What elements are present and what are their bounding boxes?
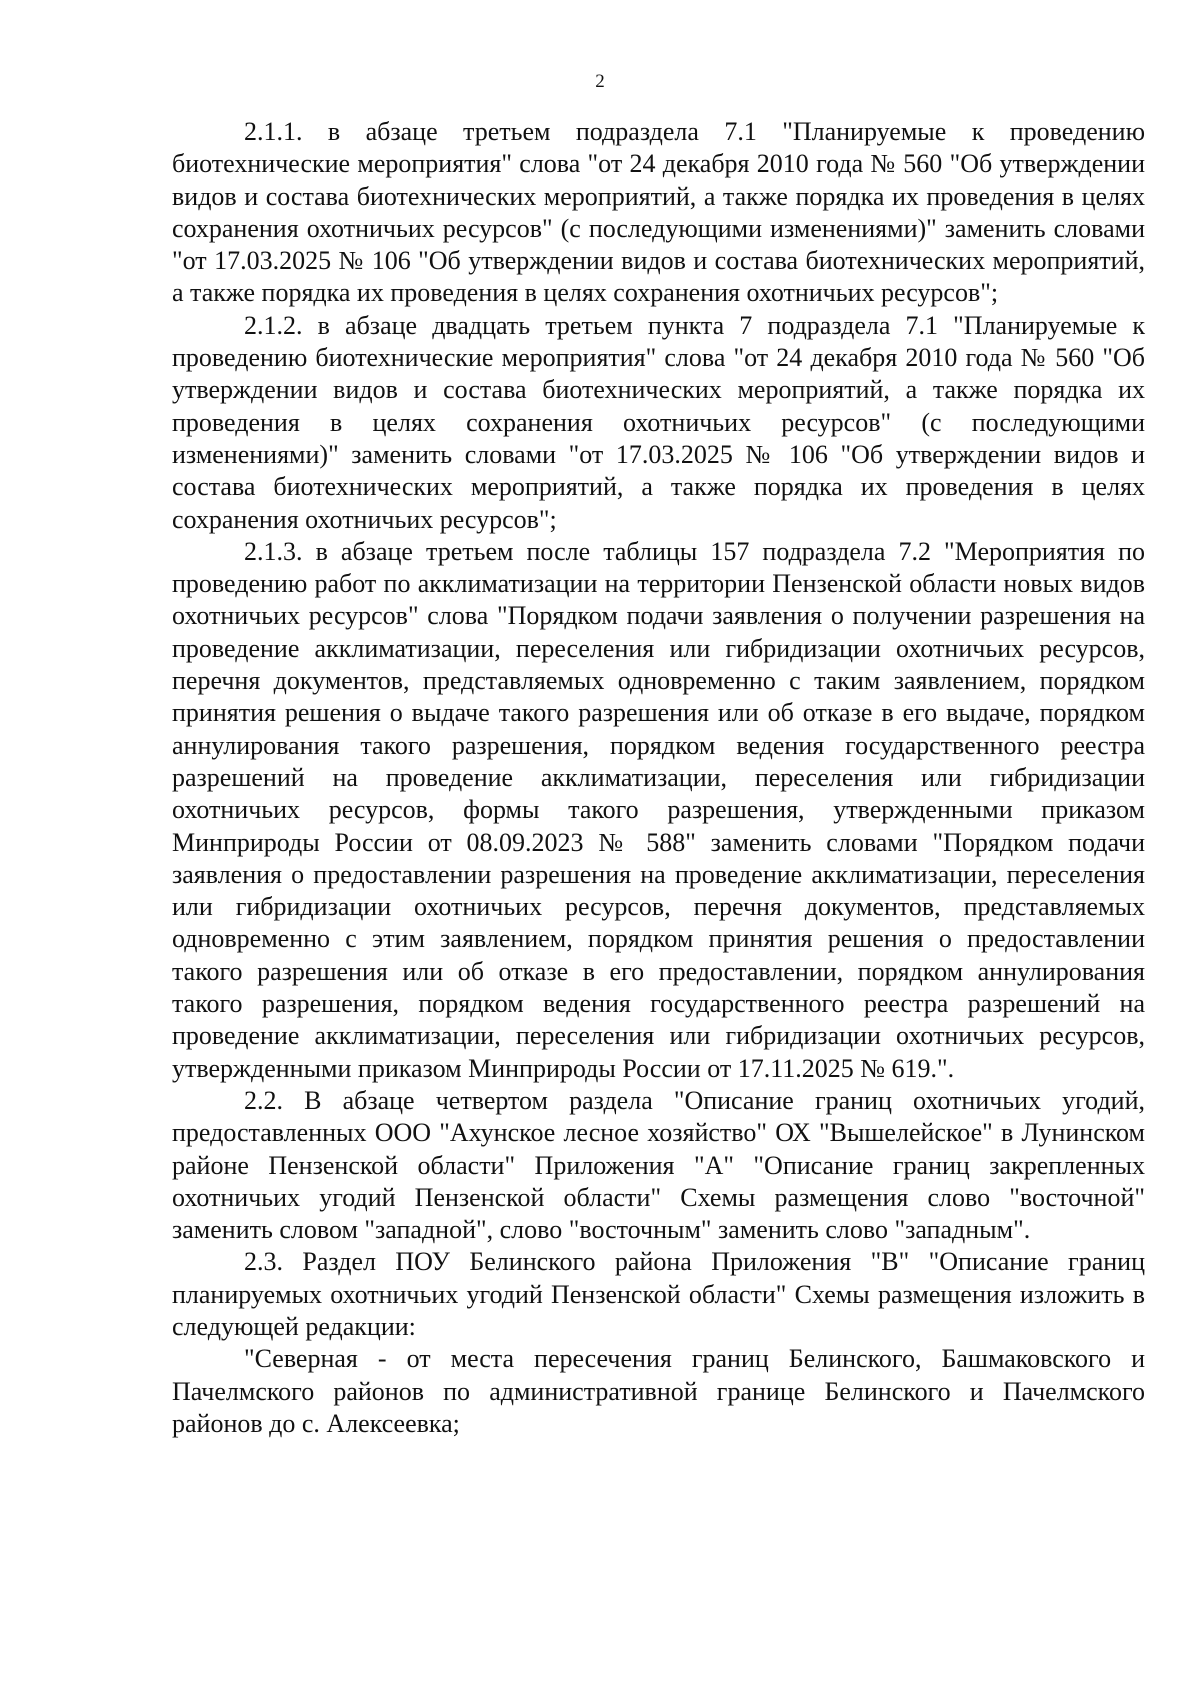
paragraph-2-1-3: 2.1.3. в абзаце третьем после таблицы 157 подраздела 7.2 "Мероприятия по проведению работ по акклиматизации на территории Пензенской области новых видов охотничьих ресурсов" слова "Порядком подачи заявления о получении разрешения на проведение акклиматизации, переселения или гибридизации охотничьих ресурсов, перечня документов, представляемых одновременно с таким заявлением, порядком принятия решения о выдаче такого разрешения или об отказе в его выдаче, порядком аннулирования такого разрешения, порядком ведения государственного реестра разрешений на проведение акклиматизации, переселения или гибридизации охотничьих ресурсов, формы такого разрешения, утвержденными приказом Минприроды России от 08.09.2023 № 588" заменить словами "Порядком подачи заявления о предоставлении разрешения на проведение акклиматизации, переселения или гибридизации охотничьих ресурсов, перечня документов, представляемых одновременно с этим заявлением, порядком принятия решения о предоставлении такого разрешения или об отказе в его предоставлении, порядком аннулирования такого разрешения, порядком ведения государственного реестра разрешений на проведение акклиматизации, переселения или гибридизации охотничьих ресурсов, утвержденными приказом Минприроды России от 17.11.2025 № 619.". [172,536,1145,1083]
document-body [172,116,1145,1440]
paragraph-2-1-2: 2.1.2. в абзаце двадцать третьем пункта 7 подраздела 7.1 "Планируемые к проведению биотехнические мероприятия" слова "от 24 декабря 2010 года № 560 "Об утверждении видов и состава биотехнических мероприятий, а также порядка их проведения в целях сохранения охотничьих ресурсов" (с последующими изменениями)" заменить словами "от 17.03.2025 № 106 "Об утверждении видов и состава биотехнических мероприятий, а также порядка их проведения в целях сохранения охотничьих ресурсов"; [172,310,1145,534]
paragraph-northern-boundary: "Северная - от места пересечения границ Белинского, Башмаковского и Пачелмского районов по административной границе Белинского и Пачелмского районов до с. Алексеевка; [172,1344,1145,1438]
paragraph-2-1-1: 2.1.1. в абзаце третьем подраздела 7.1 "Планируемые к проведению биотехнические мероприятия" слова "от 24 декабря 2010 года № 560 "Об утверждении видов и состава биотехнических мероприятий, а также порядка их проведения в целях сохранения охотничьих ресурсов" (с последующими изменениями)" заменить словами "от 17.03.2025 № 106 "Об утверждении видов и состава биотехнических мероприятий, а также порядка их проведения в целях сохранения охотничьих ресурсов"; [172,117,1145,308]
page-number: 2 [595,71,605,92]
paragraph-2-2: 2.2. В абзаце четвертом раздела "Описание границ охотничьих угодий, предоставленных ООО "Ахунское лесное хозяйство" ОХ "Вышелейское" в Лунинском районе Пензенской области" Приложения "А" "Описание границ закрепленных охотничьих угодий Пензенской области" Схемы размещения слово "восточной" заменить словом "западной", слово "восточным" заменить слово "западным". [172,1085,1145,1245]
paragraph-2-3: 2.3. Раздел ПОУ Белинского района Приложения "В" "Описание границ планируемых охотничьих угодий Пензенской области" Схемы размещения изложить в следующей редакции: [172,1247,1145,1341]
